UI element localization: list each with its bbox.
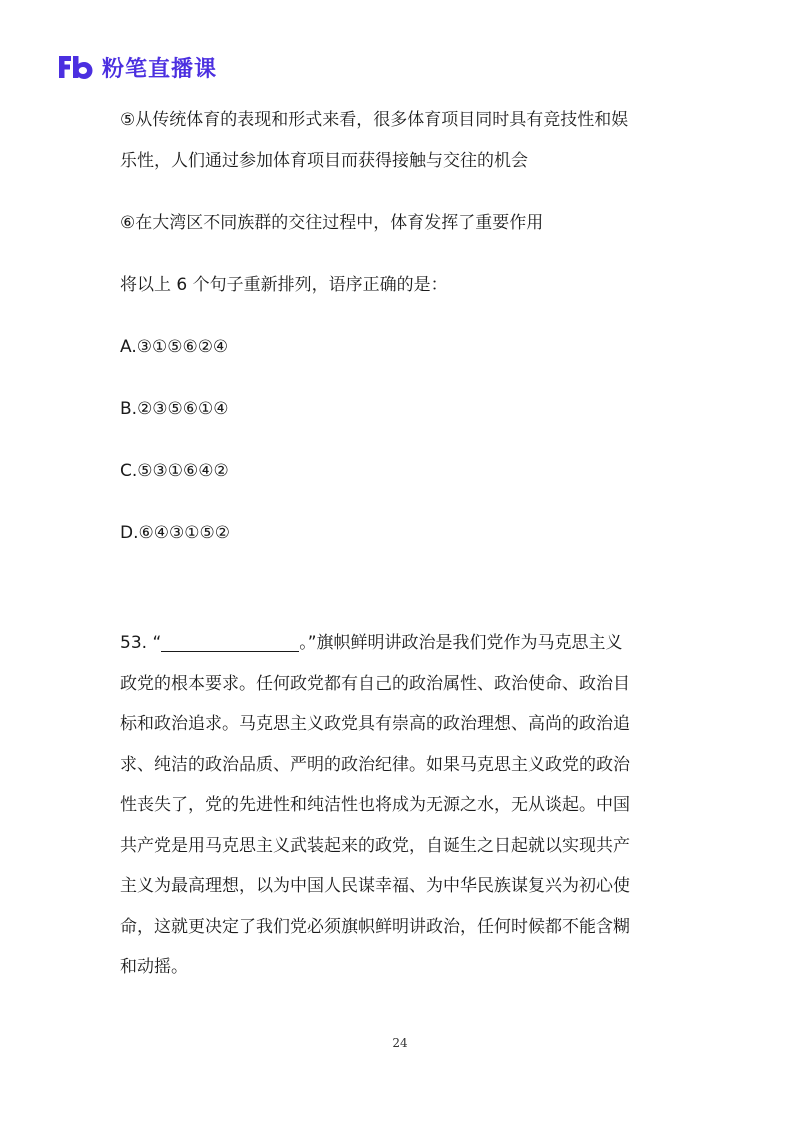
question-53-line-4: 求、纯洁的政治品质、严明的政治纪律。如果马克思主义政党的政治 xyxy=(120,754,630,775)
question-prompt: 将以上 6 个句子重新排列，语序正确的是： xyxy=(120,275,448,295)
question-53-after-blank: 。”旗帜鲜明讲政治是我们党作为马克思主义 xyxy=(299,633,623,653)
question-53-line-9: 和动摇。 xyxy=(120,957,188,977)
question-53-line-6: 共产党是用马克思主义武装起来的政党，自诞生之日起就以实现共产 xyxy=(120,835,630,856)
question-53 xyxy=(120,623,680,988)
header xyxy=(56,50,217,84)
fb-logo-icon xyxy=(56,53,96,81)
question-53-line-8: 命，这就更决定了我们党必须旗帜鲜明讲政治，任何时候都不能含糊 xyxy=(120,916,630,937)
option-b: B.②③⑤⑥①④ xyxy=(120,399,229,419)
sentence-5 xyxy=(120,100,680,181)
sentence-6: ⑥在大湾区不同族群的交往过程中，体育发挥了重要作用 xyxy=(120,213,544,233)
option-a: A.③①⑤⑥②④ xyxy=(120,337,229,357)
question-53-line-3: 标和政治追求。马克思主义政党具有崇高的政治理想、高尚的政治追 xyxy=(120,714,630,734)
answer-blank xyxy=(161,631,299,652)
brand-title: 粉笔直播课 xyxy=(102,56,218,82)
question-53-line-7: 主义为最高理想，以为中国人民谋幸福、为中华民族谋复兴为初心使 xyxy=(120,876,630,896)
question-53-first-line xyxy=(120,623,680,664)
option-d: D.⑥④③①⑤② xyxy=(120,523,230,543)
question-53-number: 53. “ xyxy=(120,633,162,653)
document-body xyxy=(120,100,680,988)
option-c: C.⑤③①⑥④② xyxy=(120,461,229,481)
sentence-5-line-1: ⑤从传统体育的表现和形式来看，很多体育项目同时具有竞技性和娱 xyxy=(120,110,629,130)
page-number: 24 xyxy=(392,1036,408,1050)
question-53-line-2: 政党的根本要求。任何政党都有自己的政治属性、政治使命、政治目 xyxy=(120,673,630,694)
sentence-5-line-2: 乐性，人们通过参加体育项目而获得接触与交往的机会 xyxy=(120,150,528,171)
question-53-line-5: 性丧失了，党的先进性和纯洁性也将成为无源之水，无从谈起。中国 xyxy=(120,795,630,815)
